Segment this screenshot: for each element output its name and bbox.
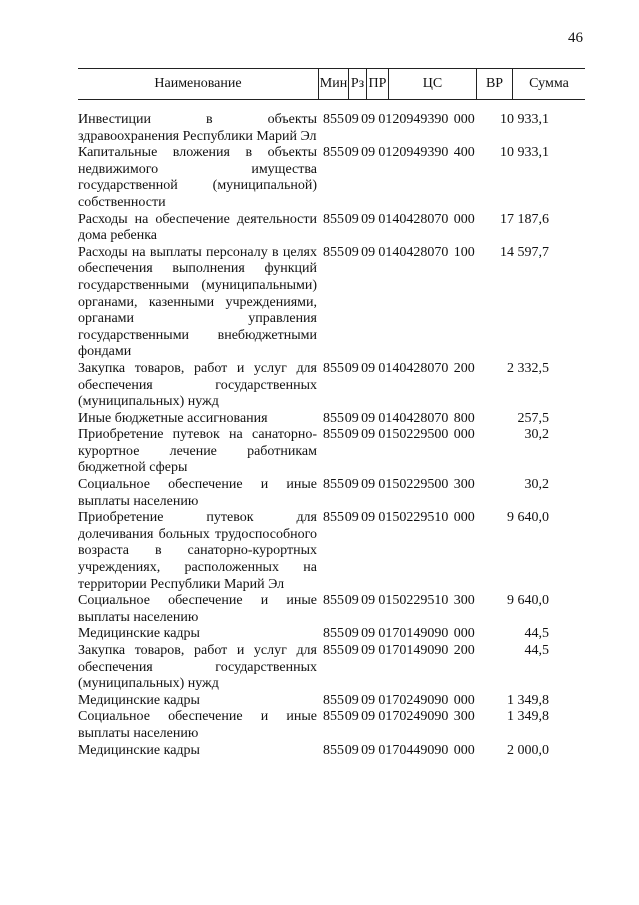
row-rz: 09: [344, 692, 359, 708]
row-name: Капитальные вложения в объекты недвижимого имущества государственной (муниципальной) собственности: [78, 145, 317, 210]
table-row: [78, 693, 585, 710]
row-name: Приобретение путевок для долечивания больных трудоспособного возраста в санаторно-курортных учреждениях, расположенных на территории Республики Марий Эл: [78, 510, 317, 592]
row-rz: 09: [344, 643, 359, 658]
table-row: [78, 245, 585, 361]
row-codes: [319, 593, 479, 626]
table-row: [78, 643, 585, 693]
row-vr: 000: [453, 211, 475, 227]
row-vr: 000: [453, 626, 475, 642]
row-codes: [319, 212, 479, 245]
row-sum: 44,5: [524, 643, 549, 658]
header-rz: Рз: [349, 69, 367, 99]
row-codes: [319, 626, 479, 643]
table-header: [78, 68, 585, 100]
row-vr: 000: [453, 112, 475, 127]
row-min: 855: [323, 145, 344, 161]
row-name: Инвестиции в объекты здравоохранения Республики Марий Эл: [78, 112, 317, 144]
row-pr: 09: [361, 410, 376, 426]
table-body: [78, 112, 585, 759]
row-min: 855: [323, 112, 344, 127]
header-sum: Сумма: [529, 76, 569, 91]
row-pr: 09: [361, 742, 376, 758]
row-cs: 0170249090: [378, 692, 449, 708]
row-min: 855: [323, 410, 344, 426]
row-pr: 09: [361, 643, 376, 658]
row-codes: [319, 245, 479, 361]
row-sum: 14 597,7: [500, 244, 549, 260]
row-min: 855: [323, 360, 344, 376]
row-rz: 09: [344, 427, 359, 443]
row-codes: [319, 510, 479, 593]
row-vr: 300: [453, 709, 475, 725]
row-rz: 09: [344, 477, 359, 493]
header-min: Мин: [319, 69, 349, 99]
row-rz: 09: [344, 709, 359, 725]
row-rz: 09: [344, 626, 359, 642]
row-min: 855: [323, 643, 344, 658]
row-rz: 09: [344, 211, 359, 227]
row-sum: 44,5: [524, 626, 549, 642]
row-name: Социальное обеспечение и иные выплаты населению: [78, 709, 317, 741]
row-min: 855: [323, 593, 344, 609]
row-codes: [319, 477, 479, 510]
row-rz: 09: [344, 145, 359, 161]
row-pr: 09: [361, 709, 376, 725]
row-name: Социальное обеспечение и иные выплаты населению: [78, 593, 317, 625]
table-row: [78, 477, 585, 510]
row-min: 855: [323, 510, 344, 526]
row-pr: 09: [361, 244, 376, 260]
row-sum: 10 933,1: [500, 112, 549, 127]
row-vr: 200: [453, 360, 475, 376]
row-name: Закупка товаров, работ и услуг для обеспечения государственных (муниципальных) нужд: [78, 360, 317, 410]
row-rz: 09: [344, 112, 359, 127]
row-name: Иные бюджетные ассигнования: [78, 410, 268, 426]
table-row: [78, 709, 585, 742]
row-pr: 09: [361, 112, 376, 127]
table-row: [78, 510, 585, 593]
row-sum: 10 933,1: [500, 145, 549, 161]
table-row: [78, 593, 585, 626]
row-cs: 0140428070: [378, 360, 449, 376]
row-pr: 09: [361, 692, 376, 708]
row-vr: 400: [453, 145, 475, 161]
row-sum: 1 349,8: [507, 709, 549, 725]
row-codes: [319, 411, 479, 428]
row-min: 855: [323, 477, 344, 493]
row-min: 855: [323, 427, 344, 443]
row-cs: 0150229500: [378, 427, 449, 443]
row-codes: [319, 361, 479, 411]
row-sum: 30,2: [524, 427, 549, 443]
row-vr: 000: [453, 742, 475, 758]
row-sum: 9 640,0: [507, 593, 549, 609]
row-name: Медицинские кадры: [78, 692, 200, 708]
row-min: 855: [323, 692, 344, 708]
row-name: Медицинские кадры: [78, 742, 200, 758]
header-cs: ЦС: [389, 69, 477, 99]
row-name: Расходы на выплаты персоналу в целях обеспечения выполнения функций государственными (муниципальными) органами, казенными учреждениями, органами управления государственными внебюджетными фондами: [78, 244, 317, 360]
table-row: [78, 743, 585, 760]
row-sum: 2 332,5: [507, 360, 549, 376]
table-row: [78, 112, 585, 145]
row-pr: 09: [361, 477, 376, 493]
row-rz: 09: [344, 360, 359, 376]
row-name: Закупка товаров, работ и услуг для обеспечения государственных (муниципальных) нужд: [78, 643, 317, 692]
row-cs: 0170449090: [378, 742, 449, 758]
row-vr: 300: [453, 593, 475, 609]
header-vr: ВР: [477, 69, 513, 99]
row-rz: 09: [344, 742, 359, 758]
row-min: 855: [323, 742, 344, 758]
table-row: [78, 145, 585, 211]
row-name: Расходы на обеспечение деятельности дома ребенка: [78, 211, 317, 244]
row-sum: 9 640,0: [507, 510, 549, 526]
row-codes: [319, 643, 479, 693]
row-codes: [319, 145, 479, 211]
row-sum: 2 000,0: [507, 742, 549, 758]
row-cs: 0150229510: [378, 510, 449, 526]
row-rz: 09: [344, 593, 359, 609]
row-vr: 000: [453, 427, 475, 443]
row-pr: 09: [361, 427, 376, 443]
row-rz: 09: [344, 410, 359, 426]
row-vr: 100: [453, 244, 475, 260]
row-name: Приобретение путевок на санаторно-курортное лечение работникам бюджетной сферы: [78, 427, 317, 476]
row-cs: 0150229510: [378, 593, 449, 609]
row-pr: 09: [361, 510, 376, 526]
row-name: Социальное обеспечение и иные выплаты населению: [78, 477, 317, 509]
row-cs: 0140428070: [378, 410, 449, 426]
row-pr: 09: [361, 593, 376, 609]
row-pr: 09: [361, 211, 376, 227]
row-cs: 0150229500: [378, 477, 449, 493]
header-name: Наименование: [78, 69, 319, 99]
row-cs: 0170149090: [378, 626, 449, 642]
table-row: [78, 361, 585, 411]
row-min: 855: [323, 211, 344, 227]
row-sum: 30,2: [524, 477, 549, 493]
row-vr: 800: [453, 410, 475, 426]
row-cs: 0140428070: [378, 244, 449, 260]
row-pr: 09: [361, 360, 376, 376]
header-pr: ПР: [367, 69, 389, 99]
row-vr: 000: [453, 692, 475, 708]
row-codes: [319, 112, 479, 145]
page-number: 46: [568, 30, 583, 46]
row-min: 855: [323, 244, 344, 260]
row-sum: 1 349,8: [507, 692, 549, 708]
row-rz: 09: [344, 244, 359, 260]
row-sum: 17 187,6: [500, 211, 549, 227]
row-min: 855: [323, 626, 344, 642]
table-row: [78, 212, 585, 245]
row-codes: [319, 427, 479, 477]
row-min: 855: [323, 709, 344, 725]
table-row: [78, 411, 585, 428]
row-name: Медицинские кадры: [78, 626, 200, 642]
table-row: [78, 626, 585, 643]
row-pr: 09: [361, 145, 376, 161]
row-sum: 257,5: [517, 410, 549, 426]
row-codes: [319, 743, 479, 760]
row-cs: 0140428070: [378, 211, 449, 227]
row-vr: 300: [453, 477, 475, 493]
row-codes: [319, 693, 479, 710]
row-vr: 000: [453, 510, 475, 526]
row-pr: 09: [361, 626, 376, 642]
row-cs: 0170149090: [378, 643, 449, 658]
row-cs: 0120949390: [378, 145, 449, 161]
row-cs: 0120949390: [378, 112, 449, 127]
row-cs: 0170249090: [378, 709, 449, 725]
row-vr: 200: [453, 643, 475, 658]
table-row: [78, 427, 585, 477]
row-codes: [319, 709, 479, 742]
row-rz: 09: [344, 510, 359, 526]
